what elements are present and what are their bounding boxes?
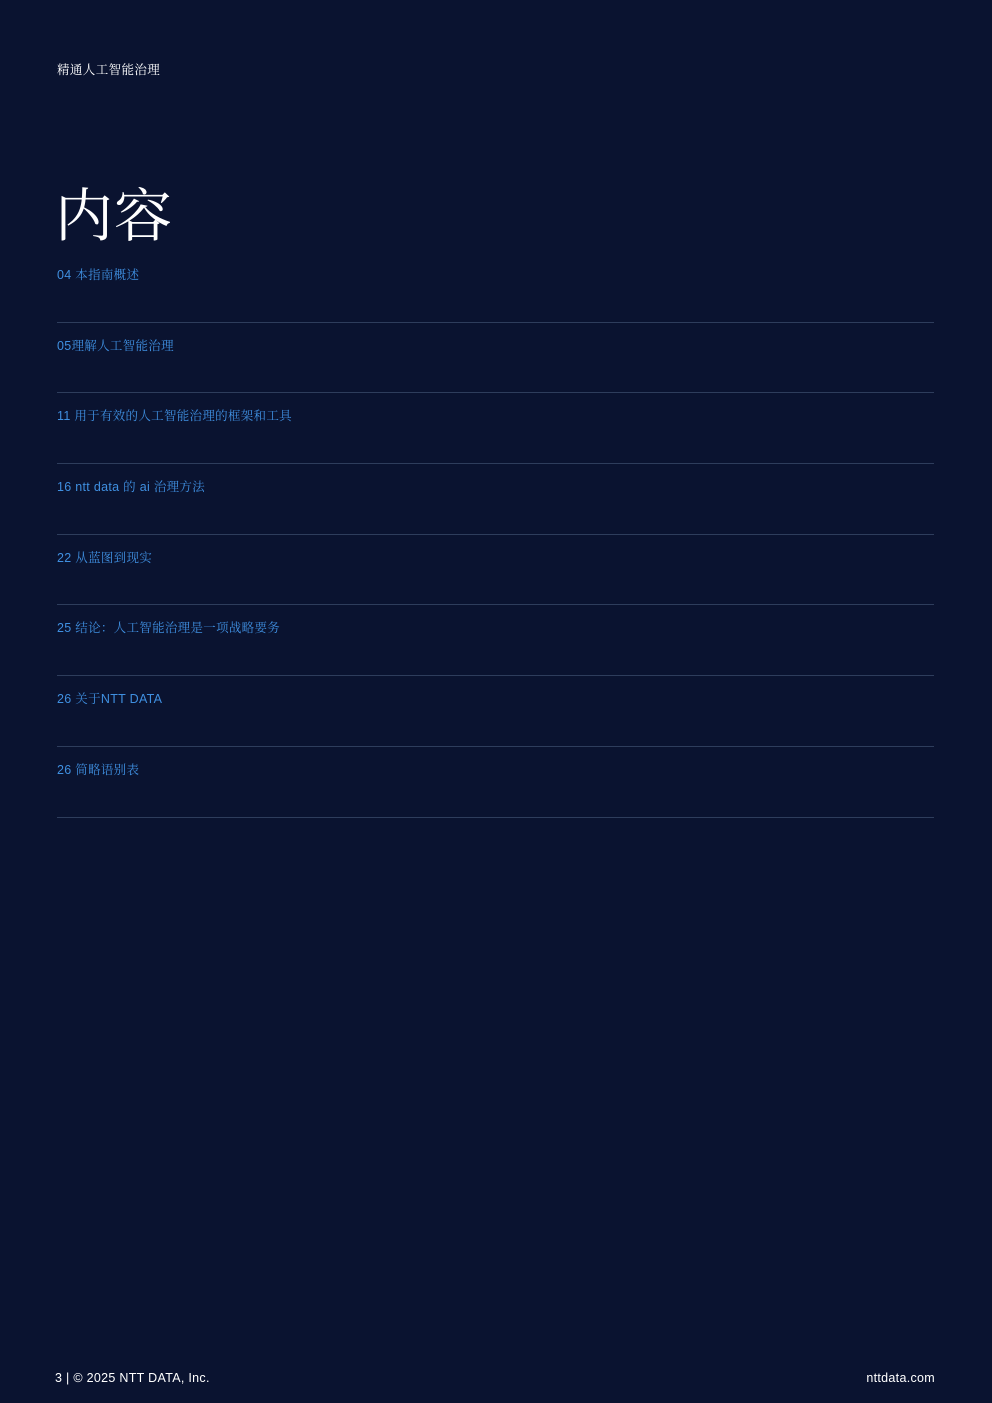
table-of-contents xyxy=(57,252,934,818)
toc-entry[interactable] xyxy=(57,393,934,464)
toc-entry-label: 05理解人工智能治理 xyxy=(57,338,174,353)
footer-copyright: 3 | © 2025 NTT DATA, Inc. xyxy=(55,1371,210,1385)
toc-entry[interactable] xyxy=(57,605,934,676)
toc-entry[interactable] xyxy=(57,676,934,747)
toc-entry-label: 04 本指南概述 xyxy=(57,268,140,282)
footer-website[interactable]: nttdata.com xyxy=(866,1371,935,1385)
toc-entry[interactable] xyxy=(57,464,934,535)
toc-entry[interactable] xyxy=(57,747,934,818)
running-head: 精通人工智能治理 xyxy=(57,63,161,77)
toc-entry-label: 25 结论：人工智能治理是一项战略要务 xyxy=(57,621,281,636)
toc-entry[interactable] xyxy=(57,323,934,394)
toc-entry-label: 26 简略语别表 xyxy=(57,762,140,777)
toc-entry-label: 11 用于有效的人工智能治理的框架和工具 xyxy=(57,409,292,424)
toc-entry[interactable] xyxy=(57,535,934,606)
toc-entry[interactable] xyxy=(57,252,934,323)
toc-entry-label: 26 关于NTT DATA xyxy=(57,692,163,707)
toc-entry-label: 16 ntt data 的 ai 治理方法 xyxy=(57,480,206,495)
page-title: 内容 xyxy=(55,183,174,249)
page-footer xyxy=(0,1343,992,1403)
toc-entry-label: 22 从蓝图到现实 xyxy=(57,550,153,565)
